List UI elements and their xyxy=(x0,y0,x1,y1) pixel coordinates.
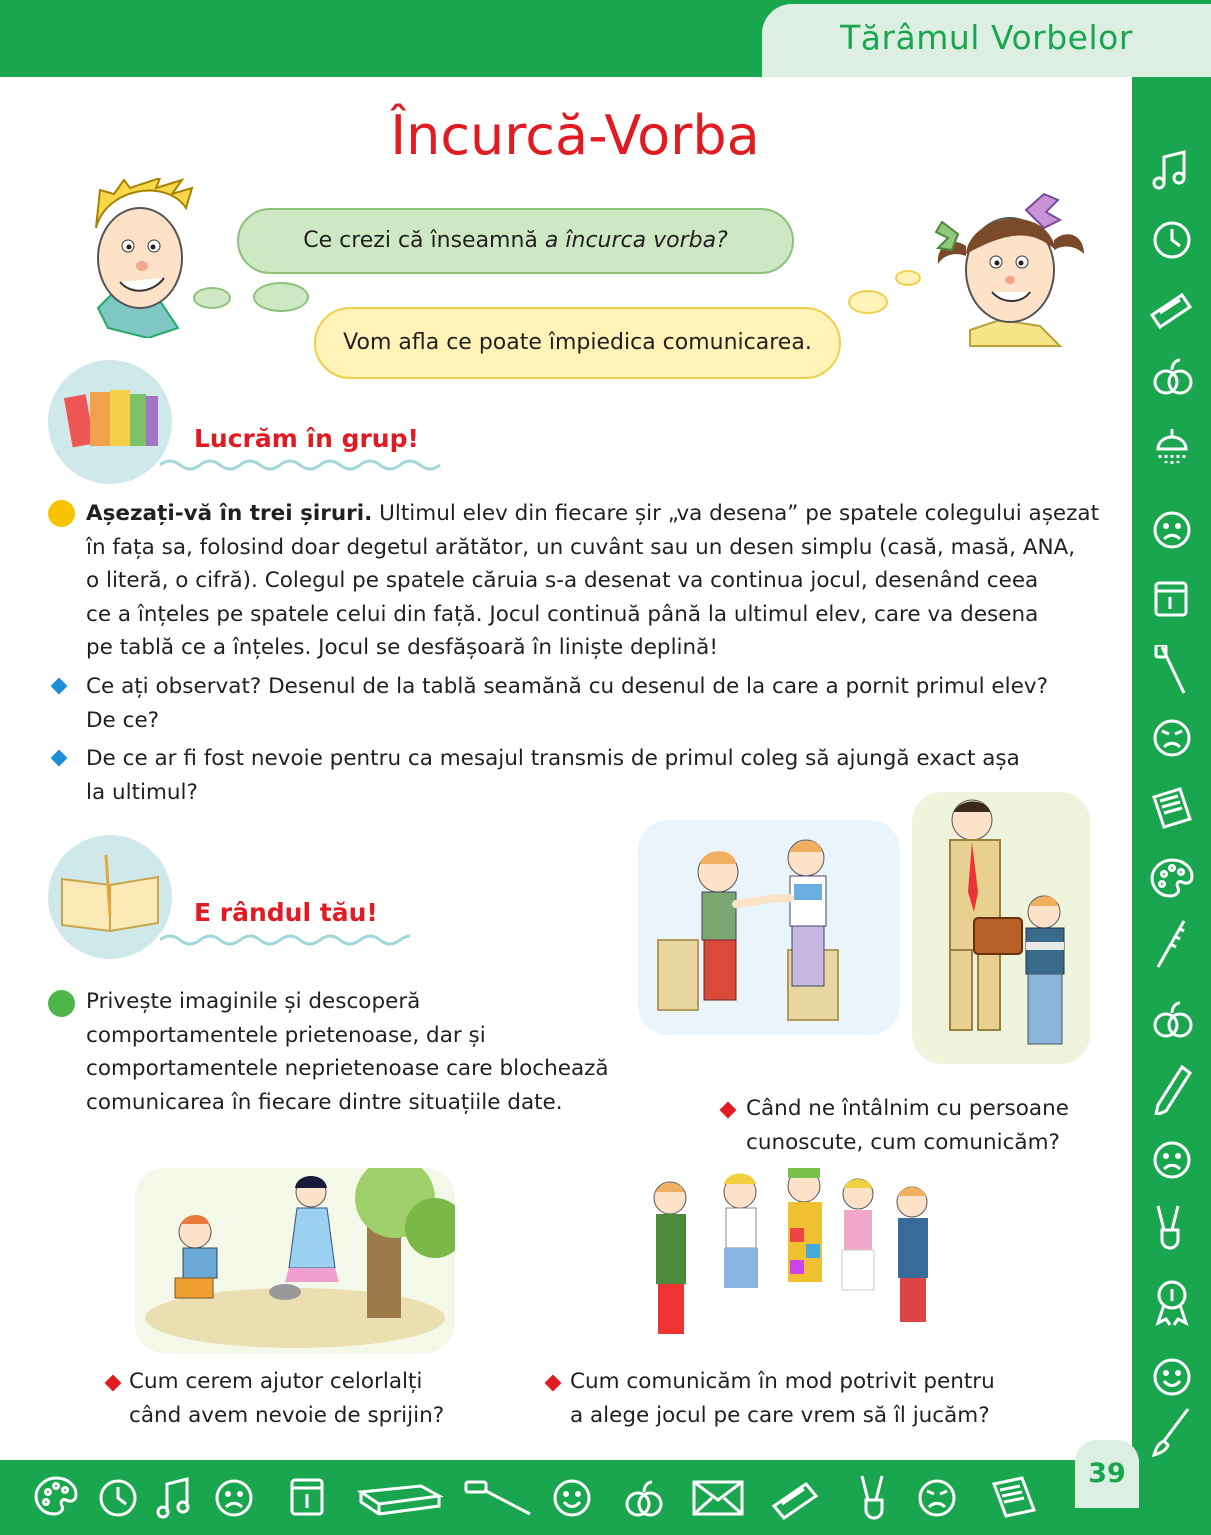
text-line: Cum cerem ajutor celorlalți xyxy=(129,1369,423,1394)
text-line: De ce ar fi fost nevoie pentru ca mesajul transmis de primul coleg să ajungă exact așa xyxy=(86,746,1020,771)
red-diamond-bullet xyxy=(545,1375,562,1392)
question-observation xyxy=(86,670,1126,737)
palette-icon xyxy=(30,1470,82,1524)
section-heading-your-turn: E rândul tău! xyxy=(194,898,378,927)
text-line: când avem nevoie de sprijin? xyxy=(129,1402,445,1428)
smiley-icon xyxy=(1144,1352,1200,1402)
caption-help xyxy=(129,1365,529,1432)
blue-diamond-bullet xyxy=(51,678,68,695)
clock-icon xyxy=(1144,215,1200,265)
calendar-icon xyxy=(285,1470,329,1524)
text-line: pe tablă ce a înțeles. Jocul se desfășoară în liniște deplină! xyxy=(86,635,718,660)
green-bullet xyxy=(48,990,75,1017)
text-line: comportamentele prietenoase, dar și xyxy=(86,1022,486,1048)
flute-icon xyxy=(1144,919,1200,969)
angry-face-icon xyxy=(915,1470,959,1524)
yellow-bullet xyxy=(48,500,75,527)
bottom-icon-strip xyxy=(0,1460,1211,1535)
smiley-icon xyxy=(550,1470,594,1524)
speech-cloud-answer: Vom afla ce poate împiedica comunicarea. xyxy=(314,307,841,379)
text-line: a alege jocul pe care vrem să îl jucăm? xyxy=(570,1402,990,1428)
music-note-icon xyxy=(1144,145,1200,195)
text-line: cunoscute, cum comunicăm? xyxy=(746,1129,1060,1155)
palette-icon xyxy=(1144,852,1200,902)
red-diamond-bullet xyxy=(720,1102,737,1119)
text-line: comunicarea în fiecare dintre situațiile date. xyxy=(86,1089,563,1115)
cloud-question-italic: a încurca vorba? xyxy=(544,228,728,253)
cloud-question-text: Ce crezi că înseamnă xyxy=(303,228,538,253)
ticket-icon xyxy=(1144,283,1200,333)
kids-asking-help-illustration xyxy=(135,1168,455,1353)
brush-icon xyxy=(1144,1407,1200,1457)
thought-puff xyxy=(253,282,309,312)
page-title: Încurcă-Vorba xyxy=(390,104,760,167)
apple-icon xyxy=(620,1470,668,1524)
sad-face-icon xyxy=(212,1470,256,1524)
victory-hand-icon xyxy=(1144,1202,1200,1252)
calendar-icon xyxy=(1144,573,1200,623)
text-line: ce a înțeles pe spatele celui din față. Jocul continuă până la ultimul elev, care va desena xyxy=(86,601,1039,627)
thought-puff xyxy=(848,290,888,314)
header-title: Tărâmul Vorbelor xyxy=(840,18,1133,57)
apple-icon xyxy=(1144,352,1200,402)
man-with-briefcase-illustration xyxy=(912,792,1090,1064)
medal-icon xyxy=(1144,1277,1200,1327)
blue-diamond-bullet xyxy=(51,750,68,767)
text-line: De ce? xyxy=(86,707,160,733)
angry-face-icon xyxy=(1144,713,1200,763)
text-line: Cum comunicăm în mod potrivit pentru xyxy=(570,1369,995,1394)
music-note-icon xyxy=(155,1470,195,1524)
ticket-icon xyxy=(768,1470,824,1524)
boy-character-illustration xyxy=(78,178,200,338)
sad-face-icon xyxy=(1144,1135,1200,1185)
book-badge-icon xyxy=(48,835,172,959)
right-icon-strip xyxy=(1132,77,1211,1460)
notebook-icon xyxy=(988,1470,1040,1524)
text-line: Când ne întâlnim cu persoane xyxy=(746,1096,1069,1121)
toothbrush-icon xyxy=(1144,645,1200,695)
wave-divider xyxy=(160,933,410,947)
text-line: comportamentele neprietenoase care blochează xyxy=(86,1056,609,1081)
text-line: Privește imaginile și descoperă xyxy=(86,989,421,1014)
header-tab xyxy=(762,4,1211,77)
girl-character-illustration xyxy=(930,180,1088,350)
books-badge-icon xyxy=(48,360,172,484)
red-diamond-bullet xyxy=(105,1375,122,1392)
text-line: în fața sa, folosind doar degetul arătător, un cuvânt sau un desen simplu (casă, masă, ANA, xyxy=(86,534,1076,560)
victory-hand-icon xyxy=(852,1470,892,1524)
speech-cloud-question xyxy=(237,208,794,274)
sad-face-icon xyxy=(1144,505,1200,555)
section-heading-group-work: Lucrăm în grup! xyxy=(194,424,419,453)
wave-divider xyxy=(160,458,445,472)
shower-icon xyxy=(1144,427,1200,477)
text-line: Ce ați observat? Desenul de la tablă seamănă cu desenul de la care a pornit primul elev? xyxy=(86,674,1048,699)
clock-icon xyxy=(96,1470,140,1524)
observe-instructions xyxy=(86,985,646,1119)
pencil-icon xyxy=(1144,1065,1200,1115)
thought-puff xyxy=(193,287,231,309)
boys-greeting-illustration xyxy=(638,820,900,1035)
group-activity-instructions xyxy=(86,497,1126,665)
page-number: 39 xyxy=(1075,1440,1139,1508)
text-line: la ultimul? xyxy=(86,779,198,805)
toothbrush-icon xyxy=(462,1470,534,1524)
notebook-icon xyxy=(1144,783,1200,833)
apple-icon xyxy=(1144,995,1200,1045)
instruction-bold: Așezați-vă în trei șiruri. xyxy=(86,501,373,526)
envelope-icon xyxy=(690,1470,746,1524)
kids-choosing-game-illustration xyxy=(622,1148,952,1353)
book-icon xyxy=(355,1470,445,1524)
text-line: o literă, o cifră). Colegul pe spatele căruia s-a desenat va continua jocul, desenând ceea xyxy=(86,568,1039,593)
caption-game xyxy=(570,1365,1090,1432)
thought-puff xyxy=(895,270,921,286)
text-line: Ultimul elev din fiecare șir „va desena” pe spatele colegului așezat xyxy=(379,501,1100,526)
